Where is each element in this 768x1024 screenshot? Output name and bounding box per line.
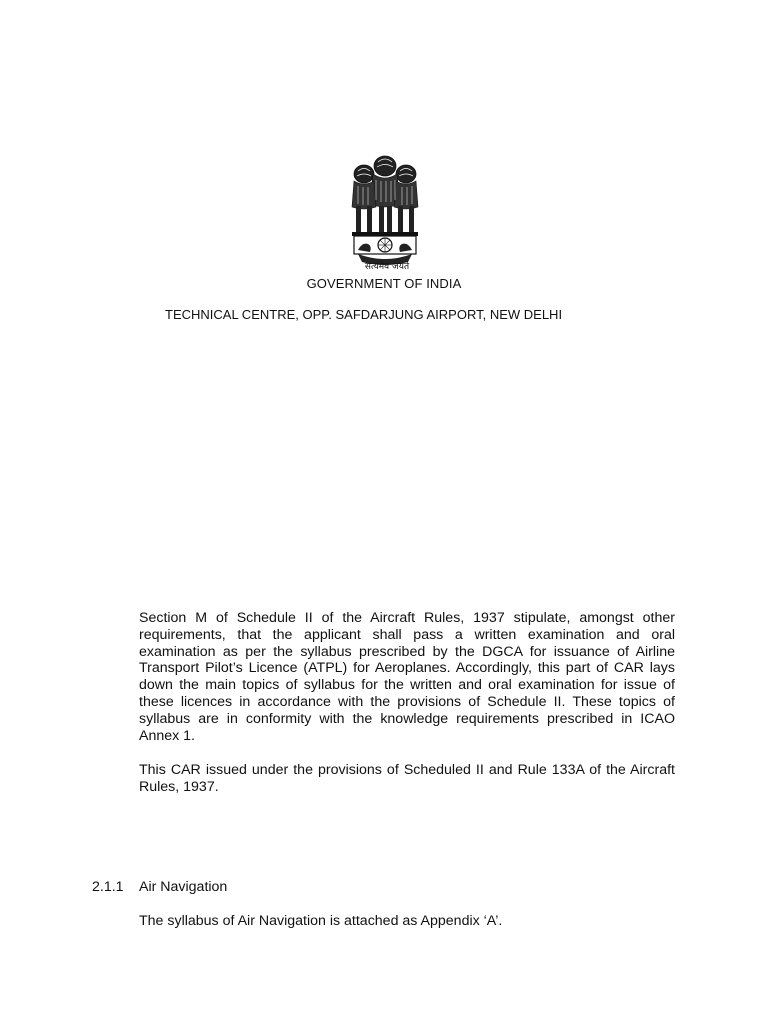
appendix-reference: The syllabus of Air Navigation is attached as Appendix ‘A’.	[139, 913, 503, 929]
section-title: Air Navigation	[139, 879, 228, 895]
government-title: GOVERNMENT OF INDIA	[306, 276, 462, 291]
national-motto: सत्यमेव जयते	[364, 262, 410, 272]
state-emblem-lion-capital-icon	[340, 148, 430, 278]
section-number: 2.1.1	[92, 879, 124, 895]
body-paragraph-schedule: Section M of Schedule II of the Aircraft Rules, 1937 stipulate, amongst other requirements, that the applicant shall pass a written examination and oral examination as per the syllabus prescribed by the DGCA for issuance of Airline Transport Pilot’s Licence (ATPL) for Aeroplanes. Accordingly, this part of CAR lays down the main topics of syllabus for the written and oral examination for issue of these licences in accordance with the provisions of Schedule II. These topics of syllabus are in conformity with the knowledge requirements prescribed in ICAO Annex 1.	[139, 610, 675, 744]
body-paragraph-provisions: This CAR issued under the provisions of Scheduled II and Rule 133A of the Aircraft Rules, 1937.	[139, 762, 675, 795]
office-address: TECHNICAL CENTRE, OPP. SAFDARJUNG AIRPORT, NEW DELHI	[165, 307, 563, 322]
